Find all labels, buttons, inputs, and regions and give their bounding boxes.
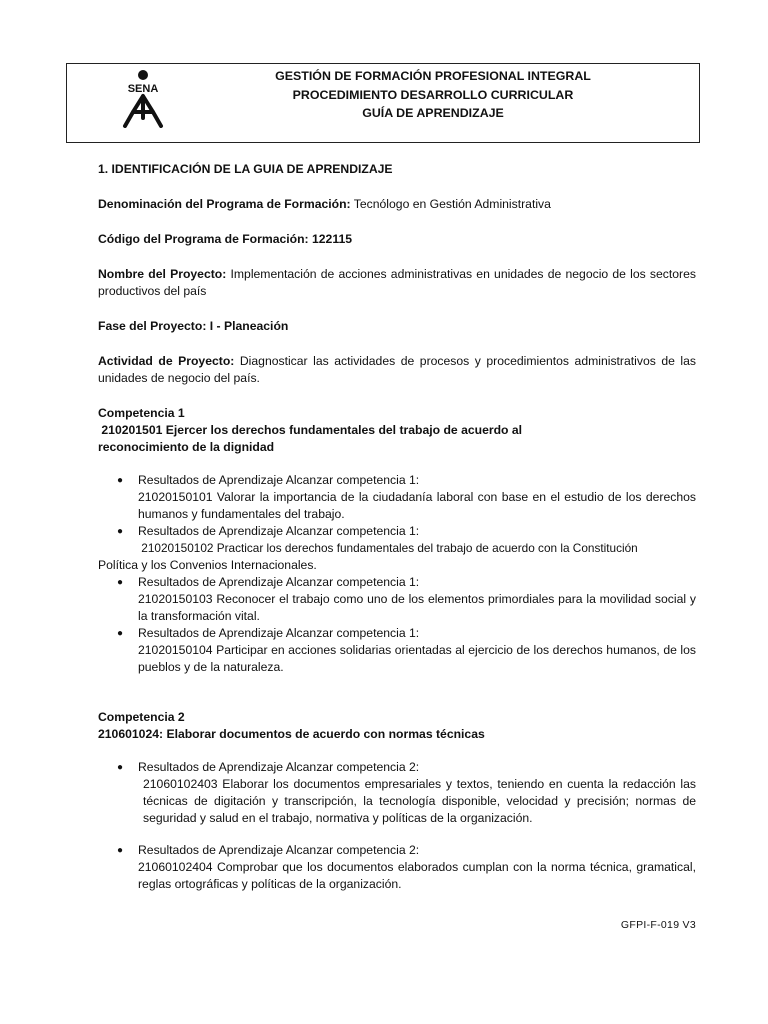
result-text: 21020150101 Valorar la importancia de la ciudadanía laboral con base en el estudio de los derechos humanos y fundamentales del trabajo. xyxy=(138,490,696,521)
competencia-2-title: Competencia 2 xyxy=(98,710,185,724)
document-body xyxy=(98,161,696,893)
header-titles xyxy=(187,67,679,123)
result-heading: Resultados de Aprendizaje Alcanzar competencia 1: xyxy=(138,575,420,589)
header-line-3: GUÍA DE APRENDIZAJE xyxy=(362,106,504,120)
result-item xyxy=(98,472,696,523)
competencia-1-desc-line-1: 210201501 Ejercer los derechos fundamentales del trabajo de acuerdo al xyxy=(98,423,523,437)
document-header xyxy=(66,63,700,143)
document-code: GFPI-F-019 V3 xyxy=(620,919,696,931)
field-fase xyxy=(98,318,696,335)
result-item xyxy=(98,842,696,893)
result-heading: Resultados de Aprendizaje Alcanzar competencia 2: xyxy=(138,760,420,774)
field-fase-value: I - Planeación xyxy=(209,319,289,333)
result-heading: Resultados de Aprendizaje Alcanzar competencia 1: xyxy=(138,473,420,487)
field-programa-label: Denominación del Programa de Formación: xyxy=(98,197,351,211)
bullet-icon: ● xyxy=(117,628,124,639)
bullet-icon: ● xyxy=(117,762,124,773)
field-programa xyxy=(98,196,696,213)
result-text: 21060102403 Elaborar los documentos empresariales y textos, teniendo en cuenta la redacción las técnicas de digitación y transcripción, la tecnología disponible, velocidad y precisión; normas de seguridad y salud en el trabajo, normativa y políticas de la organización. xyxy=(143,777,696,825)
field-codigo-label: Código del Programa de Formación: xyxy=(98,232,309,246)
section-title: 1. IDENTIFICACIÓN DE LA GUIA DE APRENDIZAJE xyxy=(98,162,393,176)
competencia-1 xyxy=(98,405,696,676)
result-item xyxy=(98,574,696,625)
header-line-2: PROCEDIMIENTO DESARROLLO CURRICULAR xyxy=(292,87,574,102)
result-text: 21020150102 Practicar los derechos fundamentales del trabajo de acuerdo con la Constitución xyxy=(138,541,638,555)
competencia-2-desc: 210601024: Elaborar documentos de acuerdo con normas técnicas xyxy=(98,727,485,741)
competencia-1-desc-line-2: reconocimiento de la dignidad xyxy=(98,440,275,454)
field-programa-value: Tecnólogo en Gestión Administrativa xyxy=(353,197,551,211)
field-actividad xyxy=(98,353,696,387)
result-item xyxy=(98,759,696,827)
competencia-1-results xyxy=(98,472,696,676)
competencia-1-title: Competencia 1 xyxy=(98,406,185,420)
bullet-icon: ● xyxy=(117,577,124,588)
result-text: 21060102404 Comprobar que los documentos elaborados cumplan con la norma técnica, gramatical, reglas ortográficas y políticas de la organización. xyxy=(138,860,696,891)
result-heading: Resultados de Aprendizaje Alcanzar competencia 2: xyxy=(138,843,420,857)
bullet-icon: ● xyxy=(117,475,124,486)
competencia-2 xyxy=(98,709,696,893)
result-text-continued: Política y los Convenios Internacionales. xyxy=(98,558,317,572)
result-heading: Resultados de Aprendizaje Alcanzar competencia 1: xyxy=(138,524,420,538)
field-fase-label: Fase del Proyecto: xyxy=(98,319,207,333)
result-text: 21020150104 Participar en acciones solidarias orientadas al ejercicio de los derechos humanos, de los pueblos y de la naturaleza. xyxy=(138,643,696,674)
field-proyecto-label: Nombre del Proyecto: xyxy=(98,267,227,281)
field-actividad-label: Actividad de Proyecto: xyxy=(98,354,235,368)
result-item xyxy=(98,625,696,676)
header-line-1: GESTIÓN DE FORMACIÓN PROFESIONAL INTEGRAL xyxy=(275,69,591,83)
field-proyecto xyxy=(98,266,696,300)
field-codigo-value: 122115 xyxy=(312,232,352,246)
bullet-icon: ● xyxy=(117,526,124,537)
bullet-icon: ● xyxy=(117,845,124,856)
field-proyecto-value: Implementación de acciones administrativas en unidades de negocio de los sectores productivos del país xyxy=(98,267,696,298)
result-text: 21020150103 Reconocer el trabajo como uno de los elementos primordiales para la movilidad social y la transformación vital. xyxy=(138,592,696,623)
result-heading: Resultados de Aprendizaje Alcanzar competencia 1: xyxy=(138,626,420,640)
field-actividad-value: Diagnosticar las actividades de procesos y procedimientos administrativos de las unidades de negocio del país. xyxy=(98,354,696,385)
field-codigo xyxy=(98,231,696,248)
competencia-2-results xyxy=(98,759,696,893)
result-item xyxy=(98,523,696,574)
sena-logo xyxy=(115,68,171,128)
svg-text:SENA: SENA xyxy=(127,83,159,95)
